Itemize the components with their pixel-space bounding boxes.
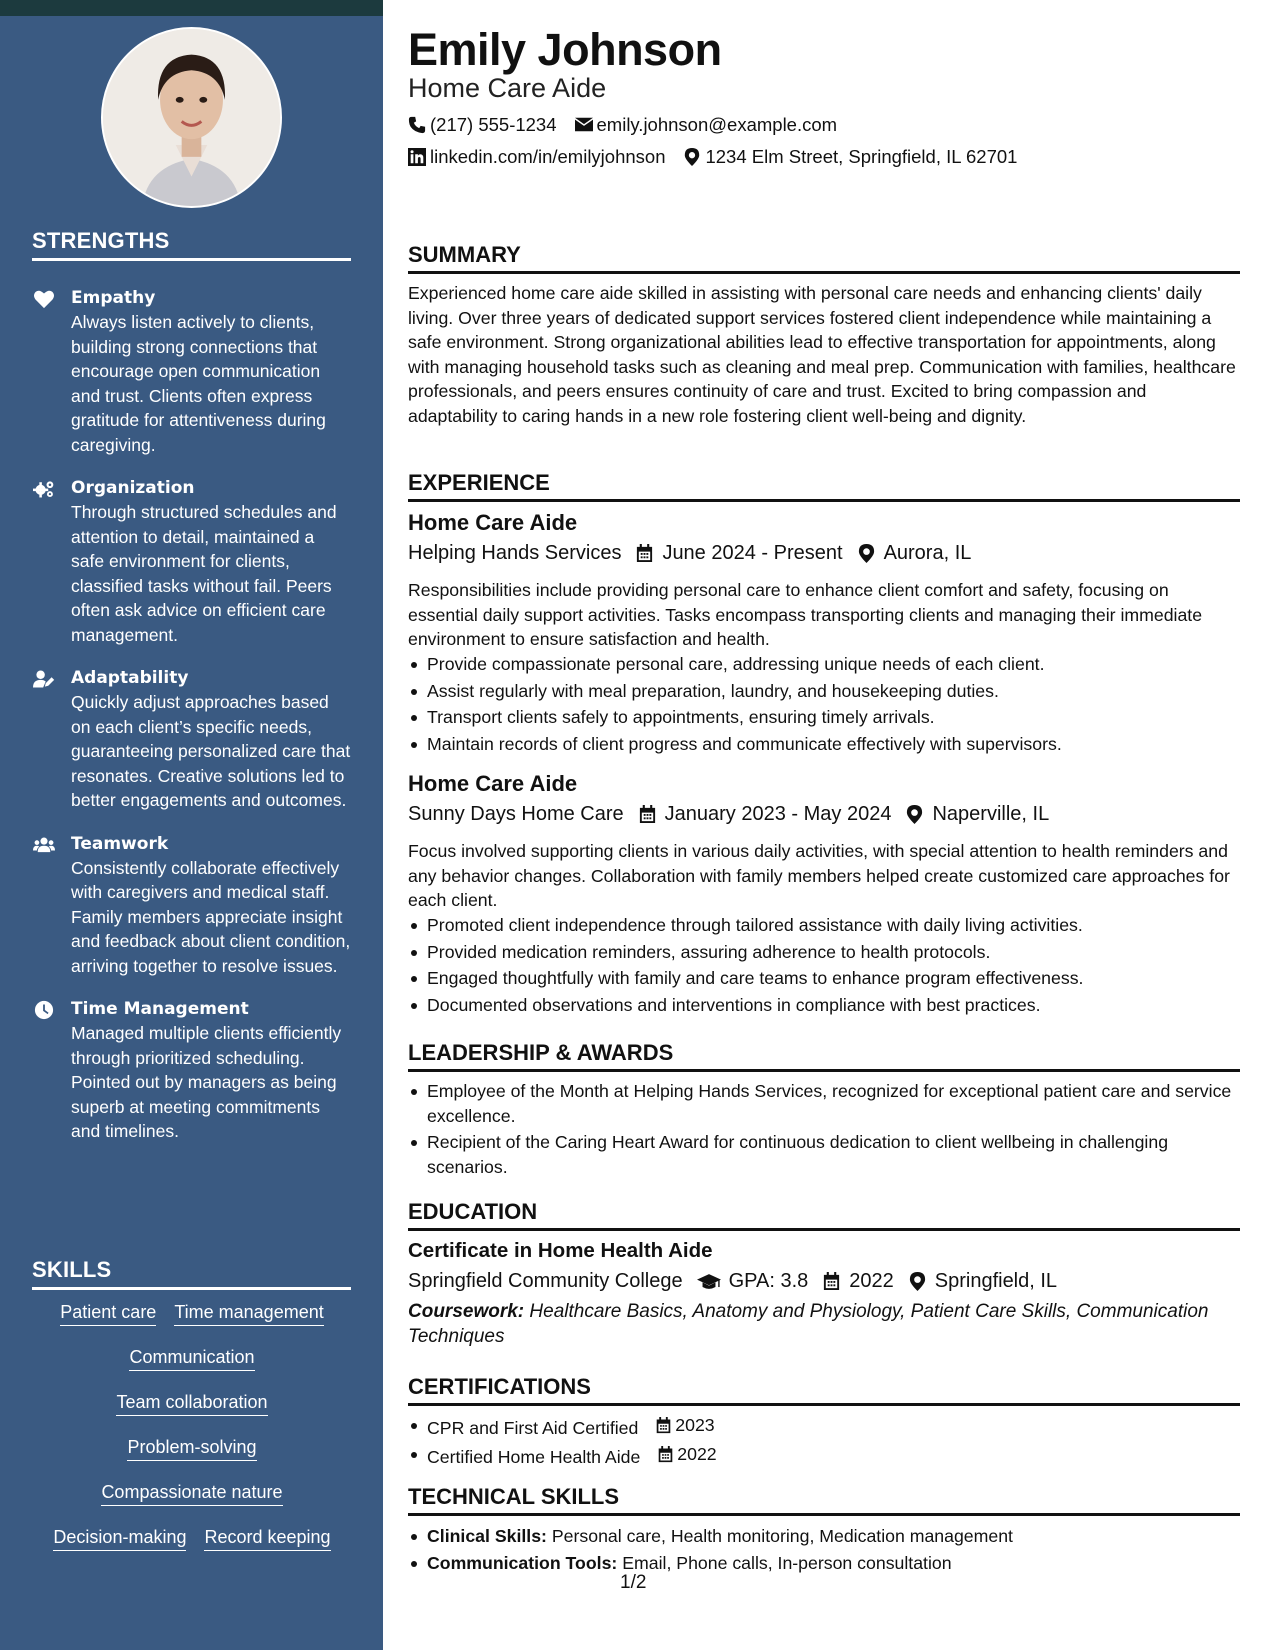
profile-photo [101,27,282,208]
strength-description: Always listen actively to clients, building strong connections that encourage open communication and trust. Clients often express gratitude for attentiveness during caregiving. [71,312,326,455]
envelope-icon [575,116,593,134]
certification-year: 2023 [675,1415,715,1435]
skill-tag: Patient care [60,1300,156,1326]
job-company: Sunny Days Home Care [408,803,624,825]
certification-date [655,1413,714,1438]
job-dates-text: June 2024 - Present [662,542,843,564]
strength-description: Managed multiple clients efficiently through prioritized scheduling. Pointed out by managers as being superb at meeting commitments and timelines. [71,1023,342,1141]
skill-tag: Decision-making [53,1525,186,1551]
skill-tag: Record keeping [204,1525,330,1551]
coursework-label: Coursework: [408,1301,525,1322]
gpa [697,1270,809,1293]
strength-title: Adaptability [71,668,189,688]
job-meta [408,803,1063,826]
technical-skills-list [408,1524,1240,1577]
certification-date [657,1442,716,1467]
contact-row [408,146,1035,168]
linkedin-icon [408,148,426,166]
list-item: Maintain records of client progress and communicate effectively with supervisors. [408,732,1240,757]
calendar-icon [635,544,654,563]
contact-row [408,114,855,136]
education-location-text: Springfield, IL [934,1270,1058,1292]
education-year [822,1270,894,1293]
job-location [905,803,1049,826]
certification-name: CPR and First Aid Certified [427,1417,639,1438]
job-location [857,542,972,565]
strength-item [32,832,352,979]
education-year-text: 2022 [849,1270,894,1292]
address-text: 1234 Elm Street, Springfield, IL 62701 [705,146,1018,167]
education-heading: EDUCATION [408,1199,1240,1231]
summary-heading: SUMMARY [408,242,1240,274]
strength-item [32,997,352,1144]
list-item: Documented observations and interventions in compliance with best practices. [408,993,1240,1018]
gpa-text: GPA: 3.8 [728,1270,809,1292]
degree-title: Certificate in Home Health Aide [408,1239,713,1262]
certifications-heading: CERTIFICATIONS [408,1374,1240,1406]
job-dates-text: January 2023 - May 2024 [664,803,892,825]
coursework [408,1300,1240,1349]
education-meta [408,1270,1071,1293]
strength-title: Teamwork [71,833,169,854]
skills-list [32,1300,352,1570]
skill-tag: Communication [129,1345,254,1371]
clock-icon [32,1000,56,1020]
job-description: Focus involved supporting clients in various daily activities, with special attention to health reminders and any behavior changes. Collaboration with family members helped create customized care approaches for each client. [408,841,1230,910]
list-item [408,1413,1240,1440]
list-item: Promoted client independence through tailored assistance with daily living activities. [408,913,1240,938]
technical-skill-label: Clinical Skills: [427,1526,547,1546]
job-bullets [408,652,1240,758]
phone-contact [408,114,557,136]
job-company: Helping Hands Services [408,542,622,564]
list-item: Engaged thoughtfully with family and care teams to enhance program effectiveness. [408,966,1240,991]
experience-heading: EXPERIENCE [408,470,1240,502]
calendar-icon [655,1417,672,1434]
technical-skill-value: Email, Phone calls, In-person consultation [622,1552,952,1573]
strength-description: Quickly adjust approaches based on each client’s specific needs, guaranteeing personalized care that resonates. Creative solutions led to better engagements and outcomes. [71,692,351,810]
user-edit-icon [32,669,56,689]
skills-heading: SKILLS [32,1257,351,1290]
map-pin-icon [683,148,701,166]
calendar-icon [638,805,657,824]
strengths-heading: STRENGTHS [32,228,351,261]
heart-icon [32,289,56,309]
strength-item [32,476,352,647]
strength-description: Through structured schedules and attention to detail, maintained a safe environment for clients, classified tasks without fail. Peers often ask advice on efficient care management. [71,502,337,645]
calendar-icon [822,1272,841,1291]
page-number: 1/2 [620,1572,647,1593]
job-location-text: Naperville, IL [932,803,1050,825]
map-pin-icon [905,805,924,824]
coursework-text: Healthcare Basics, Anatomy and Physiology, Patient Care Skills, Communication Techniques [408,1301,1209,1347]
linkedin-contact[interactable] [408,146,665,168]
job-location-text: Aurora, IL [883,542,972,564]
list-item: Assist regularly with meal preparation, laundry, and housekeeping duties. [408,679,1240,704]
strength-title: Organization [71,478,195,498]
technical-skill-label: Communication Tools: [427,1552,618,1573]
list-item [408,1442,1240,1469]
strength-title: Empathy [71,288,156,308]
profile-photo-image [103,29,280,206]
phone-icon [408,116,426,134]
job-title: Home Care Aide [408,771,578,796]
strength-title: Time Management [71,999,249,1019]
address-contact [683,146,1017,168]
strengths-list [32,286,352,1163]
list-item: Provide compassionate personal care, addressing unique needs of each client. [408,652,1240,677]
list-item: Transport clients safely to appointments, ensuring timely arrivals. [408,705,1240,730]
phone-text: (217) 555-1234 [430,114,557,135]
certification-name: Certified Home Health Aide [427,1447,641,1467]
awards-list [408,1079,1240,1181]
list-item [408,1551,1240,1576]
skill-tag: Compassionate nature [101,1480,282,1506]
email-link[interactable]: emily.johnson@example.com [596,114,838,135]
certifications-list [408,1413,1240,1472]
technical-skill-value: Personal care, Health monitoring, Medication management [551,1526,1013,1546]
certification-year: 2022 [677,1444,717,1465]
job-dates [635,542,842,565]
school-name: Springfield Community College [408,1270,683,1292]
linkedin-link[interactable]: linkedin.com/in/emilyjohnson [430,146,666,167]
strength-description: Consistently collaborate effectively with caregivers and medical staff. Family members appreciate insight and feedback about client condition, arriving together to resolve issues. [71,857,351,976]
candidate-name: Emily Johnson [408,24,722,75]
technical-skills-heading: TECHNICAL SKILLS [408,1484,1240,1516]
job-description: Responsibilities include providing personal care to enhance client comfort and safety, focusing on essential daily support activities. Tasks encompass transporting clients and managing their immediate environment to ensure satisfaction and health. [408,580,1203,649]
map-pin-icon [908,1272,927,1291]
list-item: Employee of the Month at Helping Hands Services, recognized for exceptional patient care and service excellence. [408,1079,1240,1128]
skill-tag: Team collaboration [116,1390,267,1416]
sidebar [0,0,383,1650]
education-location [908,1270,1057,1293]
strength-item [32,666,352,813]
skill-tag: Problem-solving [127,1435,256,1461]
job-dates [638,803,892,826]
skill-tag: Time management [174,1300,323,1326]
candidate-title: Home Care Aide [408,73,607,103]
job-meta [408,542,985,565]
list-item: Provided medication reminders, assuring adherence to health protocols. [408,940,1240,965]
summary-text: Experienced home care aide skilled in assisting with personal care needs and enhancing clients' daily living. Over three years of dedicated support services fostered client independence while maintaining a safe environment. Strong organizational abilities lead to effective transportation for appointments, along with managing household tasks such as cleaning and meal prep. Communication with families, healthcare professionals, and peers ensures continuity of care and trust. Excited to bring compassion and adaptability to caring hands in a new role fostering client well-being and dignity. [408,283,1236,426]
graduation-cap-icon [697,1272,721,1291]
list-item [408,1524,1240,1549]
users-icon [32,835,56,855]
sidebar-top-bar [0,0,383,16]
job-title: Home Care Aide [408,510,578,535]
list-item: Recipient of the Caring Heart Award for continuous dedication to client wellbeing in challenging scenarios. [408,1130,1240,1179]
calendar-icon [657,1446,674,1463]
job-bullets [408,913,1240,1019]
email-contact[interactable] [575,114,838,136]
gears-icon [32,479,56,499]
map-pin-icon [857,544,876,563]
strength-item [32,286,352,457]
awards-heading: LEADERSHIP & AWARDS [408,1040,1240,1072]
